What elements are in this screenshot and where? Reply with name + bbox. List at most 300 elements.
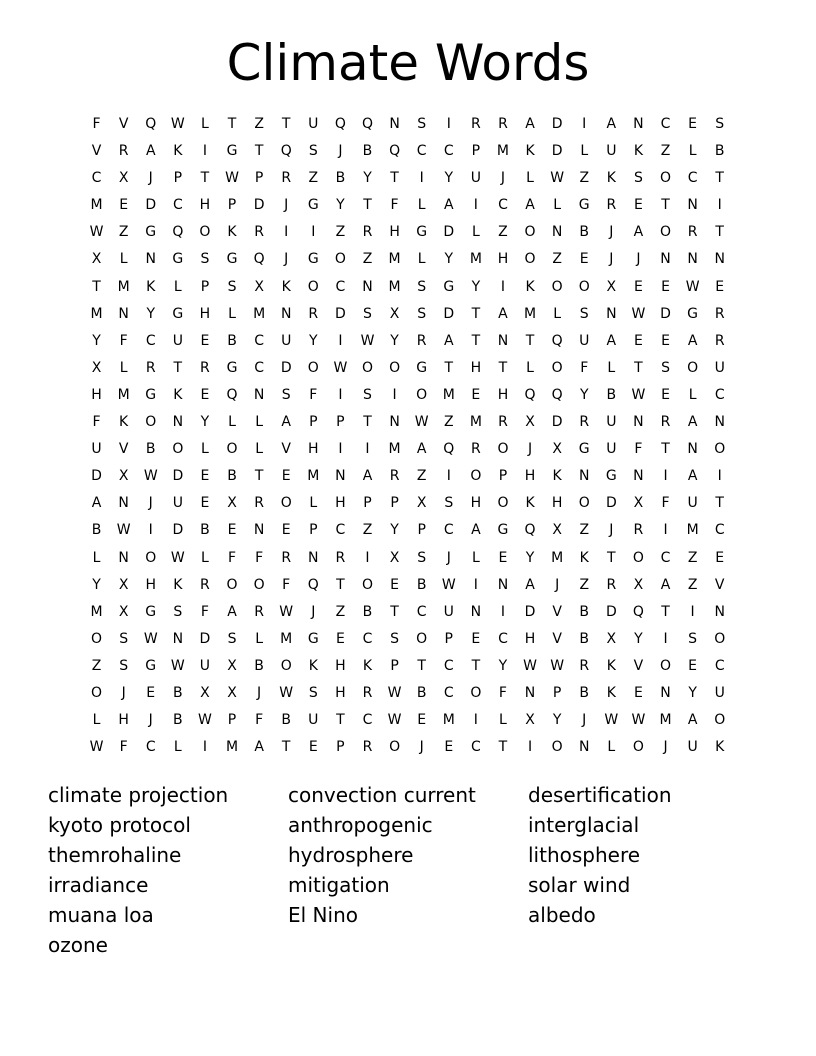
grid-letter: A	[362, 468, 373, 485]
grid-letter: U	[281, 332, 292, 349]
grid-letter: M	[388, 441, 401, 458]
grid-letter: T	[661, 441, 670, 458]
grid-letter: J	[419, 739, 424, 756]
grid-letter: Z	[254, 116, 264, 132]
grid-letter: F	[200, 603, 209, 620]
grid-letter: G	[443, 278, 455, 295]
grid-letter: Z	[552, 251, 562, 268]
grid-letter: K	[362, 657, 373, 674]
grid-letter: X	[525, 414, 535, 431]
grid-letter: G	[172, 251, 184, 268]
grid-letter: M	[442, 712, 455, 729]
word-bank-item: hydrosphere	[288, 843, 414, 867]
grid-letter: E	[633, 197, 643, 214]
grid-letter: K	[579, 549, 589, 566]
grid-row	[83, 626, 735, 653]
grid-letter: N	[145, 251, 156, 268]
grid-letter: H	[470, 359, 482, 376]
grid-letter: M	[551, 549, 564, 566]
grid-letter: D	[443, 305, 455, 322]
word-bank-item: irradiance	[48, 873, 149, 897]
grid-letter: Y	[92, 332, 101, 349]
grid-letter: M	[225, 739, 239, 756]
grid-letter: J	[338, 143, 343, 160]
grid-letter: O	[389, 359, 401, 376]
grid-letter: Q	[524, 386, 536, 403]
grid-letter: Z	[308, 170, 319, 187]
grid-letter: L	[255, 630, 264, 647]
grid-letter: K	[308, 657, 318, 674]
grid-letter: M	[90, 305, 103, 322]
grid-letter: B	[91, 522, 102, 539]
grid-letter: F	[92, 116, 101, 132]
grid-letter: A	[443, 197, 454, 214]
grid-letter: G	[145, 224, 157, 241]
grid-row	[83, 545, 735, 572]
grid-letter: D	[660, 305, 671, 322]
grid-letter: D	[280, 359, 292, 376]
grid-letter: C	[335, 522, 346, 539]
grid-letter: N	[660, 251, 671, 268]
grid-letter: I	[473, 576, 478, 593]
grid-letter: N	[687, 251, 698, 268]
grid-letter: N	[118, 549, 129, 566]
grid-letter: Z	[335, 603, 346, 620]
grid-letter: W	[414, 414, 429, 431]
grid-letter: M	[659, 712, 672, 729]
word-bank	[48, 780, 768, 960]
grid-letter: E	[633, 332, 643, 349]
grid-letter: E	[308, 739, 318, 756]
grid-letter: X	[91, 251, 102, 268]
grid-letter: E	[200, 495, 210, 512]
grid-letter: U	[172, 332, 183, 349]
grid-letter: K	[173, 143, 183, 160]
grid-letter: E	[200, 468, 210, 485]
grid-letter: W	[523, 657, 537, 674]
grid-letter: Y	[688, 684, 697, 701]
grid-letter: F	[255, 712, 264, 729]
grid-letter: N	[497, 576, 509, 593]
grid-row	[83, 246, 735, 273]
grid-letter: J	[148, 495, 153, 512]
grid-letter: Q	[551, 332, 563, 349]
grid-letter: L	[228, 414, 236, 431]
grid-letter: O	[551, 739, 563, 756]
grid-letter: X	[606, 278, 617, 295]
grid-letter: U	[687, 495, 698, 512]
grid-letter: T	[634, 359, 643, 376]
grid-letter: T	[336, 576, 345, 593]
grid-letter: I	[338, 332, 343, 349]
grid-letter: S	[308, 684, 318, 701]
grid-letter: W	[143, 468, 158, 485]
grid-letter: C	[687, 170, 698, 187]
grid-letter: T	[363, 414, 372, 431]
grid-letter: X	[389, 305, 400, 322]
grid-letter: I	[311, 224, 316, 241]
grid-letter: H	[199, 305, 211, 322]
grid-letter: K	[606, 684, 616, 701]
grid-letter: E	[200, 386, 210, 403]
grid-letter: Q	[361, 116, 373, 132]
grid-letter: C	[145, 332, 156, 349]
grid-letter: L	[92, 712, 101, 729]
grid-letter: V	[118, 441, 129, 458]
grid-letter: W	[279, 603, 294, 620]
grid-letter: W	[116, 522, 131, 539]
grid-letter: N	[551, 224, 563, 241]
grid-letter: R	[254, 603, 264, 620]
grid-letter: E	[633, 278, 643, 295]
grid-letter: H	[308, 441, 319, 458]
grid-letter: X	[118, 603, 129, 620]
grid-letter: R	[714, 332, 725, 349]
grid-letter: B	[579, 630, 590, 647]
grid-row	[83, 599, 735, 626]
grid-letter: H	[524, 468, 536, 485]
word-bank-item: convection current	[288, 783, 476, 807]
grid-letter: O	[307, 278, 319, 295]
grid-letter: C	[443, 522, 454, 539]
grid-letter: A	[606, 116, 617, 132]
grid-letter: O	[307, 359, 319, 376]
grid-letter: E	[119, 197, 129, 214]
grid-letter: Y	[634, 630, 643, 647]
grid-letter: I	[717, 197, 722, 214]
grid-letter: M	[90, 603, 103, 620]
grid-letter: B	[173, 684, 183, 701]
grid-row	[83, 680, 735, 707]
grid-letter: R	[470, 441, 481, 458]
grid-letter: K	[281, 278, 291, 295]
word-bank-item: El Nino	[288, 903, 358, 927]
grid-letter: O	[551, 278, 563, 295]
grid-letter: L	[417, 251, 426, 268]
grid-letter: G	[578, 197, 590, 214]
grid-letter: O	[253, 576, 265, 593]
grid-letter: A	[498, 305, 508, 322]
grid-letter: M	[442, 386, 455, 403]
grid-letter: R	[254, 224, 264, 241]
grid-letter: L	[499, 712, 507, 729]
grid-letter: B	[200, 522, 210, 539]
grid-letter: Y	[200, 414, 210, 431]
grid-letter: X	[633, 576, 644, 593]
grid-letter: U	[606, 441, 617, 458]
grid-letter: S	[417, 116, 427, 132]
grid-letter: C	[335, 278, 346, 295]
grid-letter: O	[280, 657, 292, 674]
grid-letter: N	[524, 684, 536, 701]
grid-letter: L	[92, 549, 101, 566]
grid-letter: N	[633, 116, 644, 132]
grid-letter: E	[715, 549, 725, 566]
grid-letter: F	[92, 414, 101, 431]
grid-letter: B	[281, 712, 291, 729]
grid-letter: E	[471, 630, 481, 647]
grid-letter: V	[714, 576, 725, 593]
grid-letter: Q	[389, 143, 401, 160]
grid-letter: L	[580, 143, 589, 160]
grid-letter: W	[550, 657, 565, 674]
grid-letter: X	[118, 576, 129, 593]
grid-letter: H	[118, 712, 129, 729]
word-bank-item: ozone	[48, 933, 108, 957]
grid-letter: M	[388, 251, 401, 268]
grid-letter: R	[145, 359, 156, 376]
grid-row	[83, 301, 735, 328]
grid-letter: B	[227, 332, 237, 349]
grid-letter: S	[661, 359, 670, 376]
grid-letter: F	[255, 549, 264, 566]
grid-letter: T	[715, 224, 724, 241]
word-bank-item: themrohaline	[48, 843, 182, 867]
grid-letter: L	[607, 359, 616, 376]
grid-letter: I	[446, 116, 451, 132]
grid-letter: D	[605, 495, 617, 512]
grid-letter: O	[145, 414, 157, 431]
grid-letter: V	[633, 657, 644, 674]
grid-letter: E	[444, 739, 454, 756]
grid-letter: L	[201, 441, 209, 458]
grid-letter: A	[687, 468, 698, 485]
grid-letter: T	[525, 332, 535, 349]
grid-letter: N	[253, 386, 265, 403]
grid-letter: T	[254, 468, 264, 485]
grid-letter: F	[580, 359, 589, 376]
grid-letter: L	[201, 549, 209, 566]
grid-letter: M	[469, 414, 482, 431]
grid-letter: R	[660, 414, 671, 431]
grid-row	[83, 382, 735, 409]
grid-letter: O	[172, 441, 184, 458]
grid-letter: E	[633, 684, 643, 701]
grid-letter: J	[609, 251, 614, 268]
grid-letter: L	[309, 495, 318, 512]
grid-letter: K	[525, 143, 535, 160]
grid-row	[83, 138, 735, 165]
word-bank-item: muana loa	[48, 903, 154, 927]
grid-letter: P	[254, 170, 264, 187]
grid-letter: F	[282, 576, 291, 593]
word-bank-item: lithosphere	[528, 843, 641, 867]
word-bank-item: interglacial	[528, 813, 640, 837]
grid-letter: N	[253, 522, 265, 539]
grid-letter: A	[281, 414, 291, 431]
grid-letter: R	[362, 224, 373, 241]
grid-letter: L	[417, 197, 426, 214]
grid-letter: U	[199, 657, 211, 674]
grid-letter: X	[227, 657, 237, 674]
grid-letter: I	[148, 522, 153, 539]
grid-letter: H	[389, 224, 400, 241]
grid-letter: B	[145, 441, 156, 458]
grid-letter: L	[526, 359, 534, 376]
grid-letter: L	[201, 116, 209, 132]
grid-letter: Q	[632, 603, 644, 620]
grid-letter: C	[443, 143, 454, 160]
grid-letter: W	[441, 576, 456, 593]
grid-letter: Z	[579, 170, 590, 187]
grid-letter: W	[387, 712, 402, 729]
grid-letter: E	[200, 332, 210, 349]
grid-letter: F	[661, 495, 670, 512]
grid-letter: F	[227, 549, 237, 566]
grid-letter: A	[471, 522, 481, 539]
grid-letter: T	[227, 116, 237, 132]
grid-letter: K	[633, 143, 644, 160]
grid-letter: B	[416, 576, 427, 593]
grid-letter: M	[496, 143, 509, 160]
grid-letter: L	[553, 305, 562, 322]
grid-letter: B	[714, 143, 725, 160]
grid-letter: N	[497, 332, 509, 349]
grid-letter: E	[688, 657, 698, 674]
grid-letter: P	[390, 495, 399, 512]
grid-row	[83, 409, 735, 436]
grid-letter: W	[631, 386, 646, 403]
grid-letter: L	[119, 359, 128, 376]
grid-letter: J	[609, 522, 614, 539]
grid-letter: P	[498, 468, 508, 485]
grid-letter: D	[253, 197, 265, 214]
grid-letter: R	[281, 549, 292, 566]
grid-letter: G	[145, 657, 157, 674]
grid-letter: A	[145, 143, 156, 160]
grid-letter: A	[91, 495, 102, 512]
grid-letter: I	[500, 603, 506, 620]
grid-letter: B	[362, 143, 373, 160]
grid-letter: S	[281, 386, 291, 403]
grid-letter: O	[714, 712, 726, 729]
grid-letter: P	[444, 630, 453, 647]
grid-letter: O	[578, 495, 590, 512]
grid-letter: M	[253, 305, 266, 322]
grid-letter: X	[227, 684, 237, 701]
grid-letter: U	[91, 441, 102, 458]
grid-letter: T	[498, 359, 508, 376]
grid-letter: R	[606, 197, 617, 214]
grid-letter: U	[714, 684, 725, 701]
grid-letter: Y	[92, 576, 101, 593]
grid-letter: J	[527, 441, 533, 458]
grid-letter: Z	[362, 522, 373, 539]
grid-letter: C	[172, 197, 183, 214]
grid-letter: E	[471, 386, 481, 403]
grid-row	[83, 436, 735, 463]
grid-letter: I	[473, 712, 478, 729]
grid-letter: A	[525, 197, 535, 214]
grid-letter: I	[365, 441, 370, 458]
grid-letter: Y	[146, 305, 156, 322]
grid-letter: E	[688, 116, 698, 132]
grid-letter: K	[146, 278, 156, 295]
grid-letter: S	[363, 305, 372, 322]
grid-letter: E	[661, 332, 670, 349]
grid-letter: E	[661, 278, 670, 295]
grid-letter: Z	[687, 549, 698, 566]
grid-letter: X	[389, 549, 400, 566]
grid-letter: L	[173, 278, 182, 295]
grid-letter: E	[390, 576, 399, 593]
grid-letter: F	[634, 441, 643, 458]
grid-letter: J	[582, 712, 587, 729]
grid-letter: H	[470, 495, 482, 512]
grid-letter: T	[607, 549, 616, 566]
grid-letter: T	[254, 143, 264, 160]
grid-letter: C	[660, 116, 671, 132]
grid-letter: Q	[551, 386, 563, 403]
grid-letter: T	[390, 170, 399, 187]
grid-letter: Z	[579, 576, 590, 593]
grid-letter: K	[552, 468, 562, 485]
grid-letter: L	[255, 414, 264, 431]
grid-letter: D	[91, 468, 102, 485]
grid-letter: Q	[145, 116, 157, 132]
grid-letter: X	[633, 495, 644, 512]
grid-letter: D	[145, 197, 157, 214]
grid-letter: B	[335, 170, 346, 187]
grid-letter: X	[118, 170, 129, 187]
grid-letter: T	[281, 739, 291, 756]
grid-letter: N	[578, 468, 590, 485]
grid-letter: Z	[579, 522, 590, 539]
grid-letter: O	[497, 441, 509, 458]
grid-letter: K	[173, 386, 183, 403]
grid-letter: U	[687, 739, 698, 756]
grid-letter: X	[91, 359, 102, 376]
grid-letter: I	[663, 468, 668, 485]
grid-letter: D	[335, 305, 346, 322]
grid-letter: R	[579, 657, 590, 674]
grid-row	[83, 734, 735, 761]
grid-letter: W	[360, 332, 375, 349]
grid-letter: S	[417, 549, 427, 566]
grid-letter: O	[280, 495, 292, 512]
grid-letter: X	[200, 684, 210, 701]
grid-letter: R	[254, 495, 264, 512]
grid-letter: W	[225, 170, 239, 187]
grid-letter: A	[254, 739, 264, 756]
grid-letter: O	[660, 170, 672, 187]
grid-letter: O	[91, 684, 103, 701]
grid-letter: R	[362, 739, 373, 756]
word-bank-item: desertification	[528, 783, 672, 807]
grid-letter: B	[416, 684, 427, 701]
grid-letter: T	[661, 197, 670, 214]
grid-letter: R	[579, 414, 590, 431]
grid-letter: G	[497, 522, 509, 539]
grid-letter: N	[172, 630, 184, 647]
grid-letter: R	[498, 414, 508, 431]
grid-letter: S	[227, 630, 237, 647]
grid-letter: Q	[280, 143, 292, 160]
grid-letter: Z	[335, 224, 346, 241]
grid-letter: Z	[660, 143, 671, 160]
grid-letter: O	[334, 251, 346, 268]
grid-letter: W	[170, 116, 185, 132]
grid-letter: R	[633, 522, 644, 539]
grid-letter: J	[121, 684, 126, 701]
grid-letter: H	[335, 657, 346, 674]
grid-letter: Z	[498, 224, 508, 241]
grid-letter: A	[660, 576, 671, 593]
grid-letter: P	[309, 414, 318, 431]
grid-letter: G	[307, 251, 319, 268]
grid-letter: G	[145, 386, 157, 403]
grid-letter: X	[552, 441, 562, 458]
